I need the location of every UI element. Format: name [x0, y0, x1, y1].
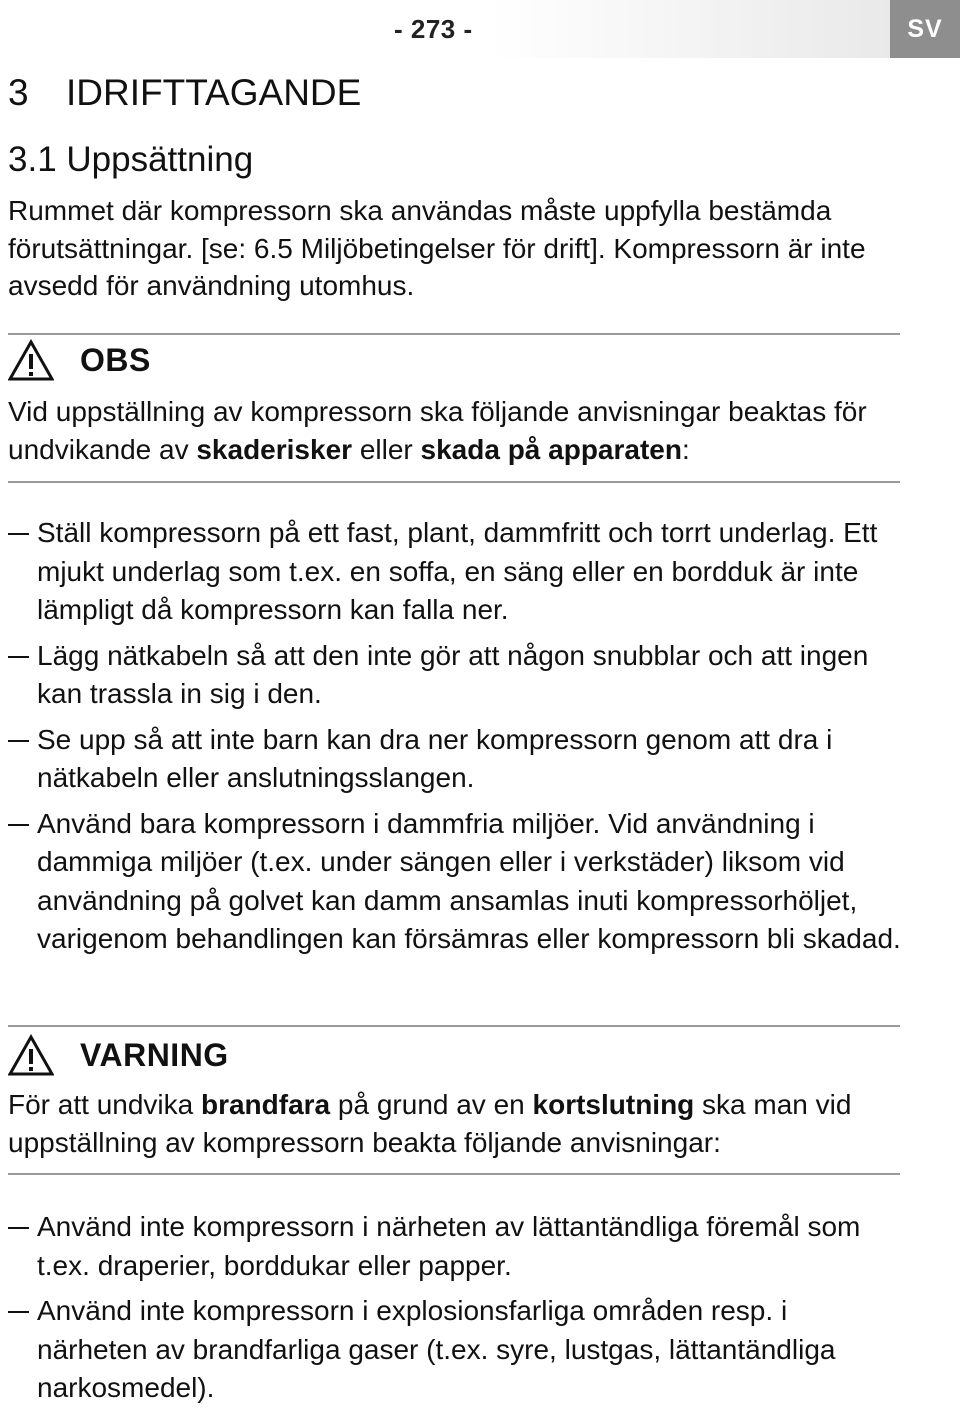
list-item: Lägg nätkabeln så att den inte gör att någon snubblar och att ingen kan trassla in sig i den.: [8, 637, 903, 714]
list-item: Ställ kompressorn på ett fast, plant, dammfritt och torrt underlag. Ett mjukt underlag som t.ex. en soffa, en säng eller en bordduk är inte lämpligt då kompressorn kan falla ner.: [8, 514, 903, 630]
warning-triangle-icon: [8, 1034, 54, 1076]
dash-bullet: [8, 533, 29, 535]
list-item: Använd bara kompressorn i dammfria miljöer. Vid användning i dammiga miljöer (t.ex. under sängen eller i verkstäder) liksom vid användning på golvet kan damm ansamlas inuti kompressorhöljet, varigenom behandlingen kan försämras eller kompressorn bli skadad.: [8, 805, 903, 959]
divider: [8, 481, 900, 483]
varning-text: För att undvika brandfara på grund av en kortslutning ska man vid uppställning av kompressorn beakta följande anvisningar:: [8, 1089, 852, 1158]
section-title: IDRIFTTAGANDE: [66, 72, 362, 113]
obs-text: Vid uppställning av kompressorn ska följande anvisningar beaktas för undvikande av skaderisker eller skada på apparaten:: [8, 396, 867, 465]
dash-bullet: [8, 656, 29, 658]
varning-list: [8, 1208, 903, 1408]
section-number: 3: [8, 72, 29, 113]
section-heading: [8, 72, 361, 114]
list-item: Använd inte kompressorn i explosionsfarliga områden resp. i närheten av brandfarliga gaser (t.ex. syre, lustgas, lättantändliga narkosmedel).: [8, 1292, 903, 1408]
language-badge: SV: [890, 0, 960, 58]
divider: [8, 1173, 900, 1175]
varning-emphasis-1: brandfara: [200, 1089, 331, 1120]
warning-triangle-icon: [8, 339, 54, 381]
divider: [8, 333, 900, 335]
varning-title: VARNING: [80, 1036, 229, 1073]
varning-emphasis-2: kortslutning: [532, 1089, 695, 1120]
dash-bullet: [8, 1311, 29, 1313]
obs-emphasis-2: skada på apparaten: [420, 434, 682, 465]
dash-bullet: [8, 824, 29, 826]
divider: [8, 1025, 900, 1027]
obs-title: OBS: [80, 341, 151, 378]
obs-heading: [8, 339, 151, 381]
list-item: Använd inte kompressorn i närheten av lättantändliga föremål som t.ex. draperier, borddukar eller papper.: [8, 1208, 903, 1285]
intro-paragraph: Rummet där kompressorn ska användas måste uppfylla bestämda förutsättningar. [se: 6.5 Miljöbetingelser för drift]. Kompressorn är inte avsedd för användning utomhus.: [8, 195, 866, 301]
varning-heading: [8, 1034, 229, 1076]
page-number: - 273 -: [394, 14, 473, 44]
list-item: Se upp så att inte barn kan dra ner kompressorn genom att dra i nätkabeln eller anslutningsslangen.: [8, 721, 903, 798]
obs-list: [8, 514, 903, 959]
obs-emphasis-1: skaderisker: [196, 434, 353, 465]
dash-bullet: [8, 740, 29, 742]
dash-bullet: [8, 1227, 29, 1229]
subsection-heading: 3.1 Uppsättning: [8, 140, 254, 179]
